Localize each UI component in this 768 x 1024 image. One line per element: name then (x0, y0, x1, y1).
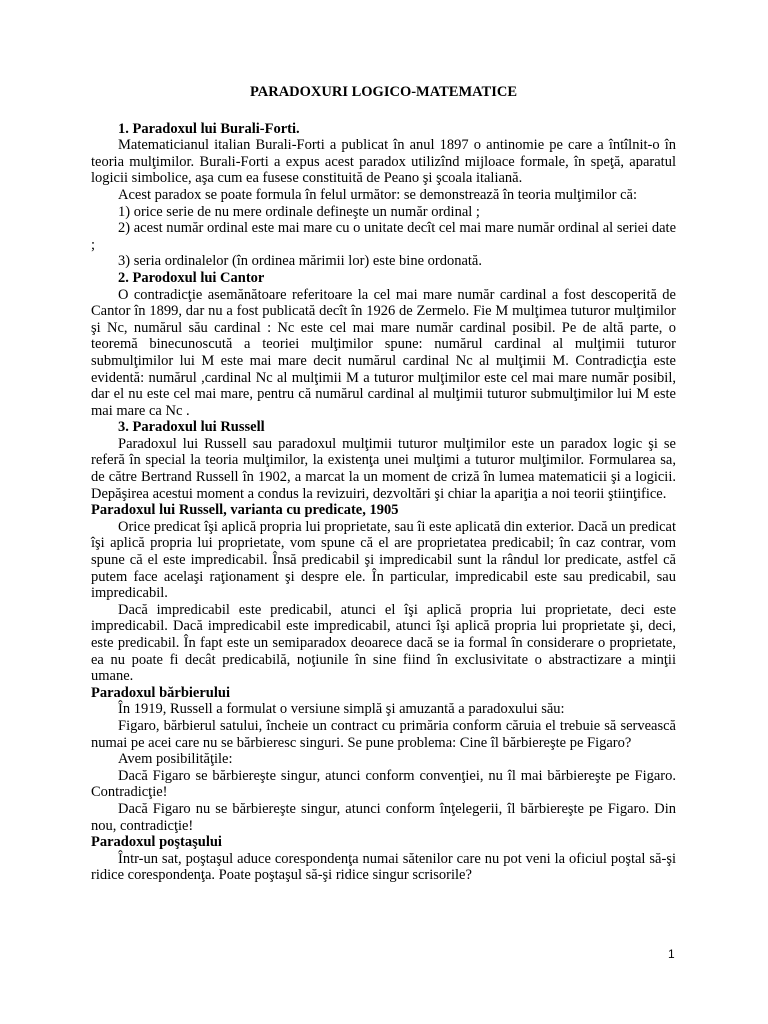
paragraph: O contradicţie asemănătoare referitoare la cel mai mare număr cardinal a fost descoperită de Cantor în 1899, dar nu a fost publicată decît în 1926 de Zermelo. Fie M mulţimea tuturor mulţimilor şi Nc, numărul său cardinal : Nc este cel mai mare număr cardinal posibil. Pe de altă parte, o teoremă binecunoscută a teoriei mulţimilor spune: numărul cardinal al mulţimii tuturor submulţimilor lui M este mai mare decit numărul cardinal Nc al mulţimii M. Contradicţia este evidentă: numărul ,cardinal Nc al mulţimii M a tuturor mulţimilor este cel mai mare număr posibil, dar el nu este cel mai mare, pentru că numărul cardinal al mulţimii tuturor submulţimilor lui M este mai mare ca Nc . (91, 286, 676, 419)
paragraph: Orice predicat îşi aplică propria lui proprietate, sau îi este aplicată din exterior. Dacă un predicat îşi aplică propria lui proprietate, vom spune că el are proprietatea predicabil; în caz contrar, vom spune că el este impredicabil. Însă predicabil şi impredicabil sunt la rândul lor predicate, astfel că putem face acelaşi raţionament şi despre ele. În particular, impredicabil este sau predicabil, sau impredicabil. (91, 518, 676, 602)
section-heading-cantor: 2. Parodoxul lui Cantor (118, 269, 265, 286)
paragraph: Acest paradox se poate formula în felul următor: se demonstrează în teoria mulţimilor că: (118, 186, 637, 203)
section-heading-burali-forti: 1. Paradoxul lui Burali-Forti. (118, 120, 300, 137)
paragraph: Avem posibilităţile: (118, 751, 233, 768)
document-page (91, 84, 676, 884)
paragraph: În 1919, Russell a formulat o versiune simplă şi amuzantă a paradoxului său: (118, 701, 565, 718)
page-number: 1 (668, 947, 675, 961)
paragraph: Dacă Figaro nu se bărbiereşte singur, atunci conform înţelegerii, îl bărbiereşte pe Figaro. Din nou, contradicţie! (91, 800, 676, 834)
paragraph: Dacă Figaro se bărbiereşte singur, atunci conform convenţiei, nu îl mai bărbiereşte pe Figaro. Contradicţie! (91, 767, 676, 801)
document-title: PARADOXURI LOGICO-MATEMATICE (249, 84, 518, 100)
section-heading-russell: 3. Paradoxul lui Russell (118, 419, 265, 436)
paragraph: Paradoxul lui Russell sau paradoxul mulţimii tuturor mulţimilor este un paradox logic şi se referă în special la teoria mulţimilor, la existenţa unei mulţimi a tuturor mulţimilor. Formularea sa, de către Bertrand Russell în 1902, a marcat la un moment de criză în lumea matematicii şi a logicii. Depăşirea acestui moment a condus la revizuiri, dezvoltări şi chiar la apariţia a noi teorii ştiinţifice. (91, 435, 676, 502)
section-heading-barber: Paradoxul bărbierului (91, 684, 230, 701)
paragraph: Dacă impredicabil este predicabil, atunci el îşi aplică propria lui proprietate, deci este impredicabil. Dacă impredicabil este impredicabil, atunci îşi aplică propria lui proprietate şi, deci, este predicabil. În fapt este un semiparadox deoarece dacă se ia formal în considerare o proprietate, ea nu poate fi decât predicabilă, noţiunile în sine fiind în exclusivitate o abstractizare a minţii umane. (91, 601, 676, 685)
paragraph: Într-un sat, poştaşul aduce corespondenţa numai sătenilor care nu pot veni la oficiul poştal să-şi ridice corespondenţa. Poate poştaşul să-şi ridice singur scrisorile? (91, 850, 676, 884)
list-item: 2) acest număr ordinal este mai mare cu o unitate decît cel mai mare număr ordinal al seriei date ; (91, 220, 677, 253)
paragraph: Figaro, bărbierul satului, încheie un contract cu primăria conform căruia el trebuie să servească numai pe acei care nu se bărbieresc singuri. Se pune problema: Cine îl bărbiereşte pe Figaro? (91, 717, 676, 751)
paragraph: Matematicianul italian Burali-Forti a publicat în anul 1897 o antinomie pe care a întîlnit-o în teoria mulţimilor. Burali-Forti a expus acest paradox utilizînd mijloace formale, în speţă, aparatul logicii simbolice, aşa cum ea fusese constituită de Peano şi şcoala italiană. (91, 137, 676, 187)
list-item: 3) seria ordinalelor (în ordinea mărimii lor) este bine ordonată. (118, 253, 482, 270)
list-item: 1) orice serie de nu mere ordinale defineşte un număr ordinal ; (118, 203, 480, 220)
section-heading-postman: Paradoxul poştaşului (91, 834, 222, 851)
section-heading-russell-predicates: Paradoxul lui Russell, varianta cu predicate, 1905 (91, 502, 399, 519)
